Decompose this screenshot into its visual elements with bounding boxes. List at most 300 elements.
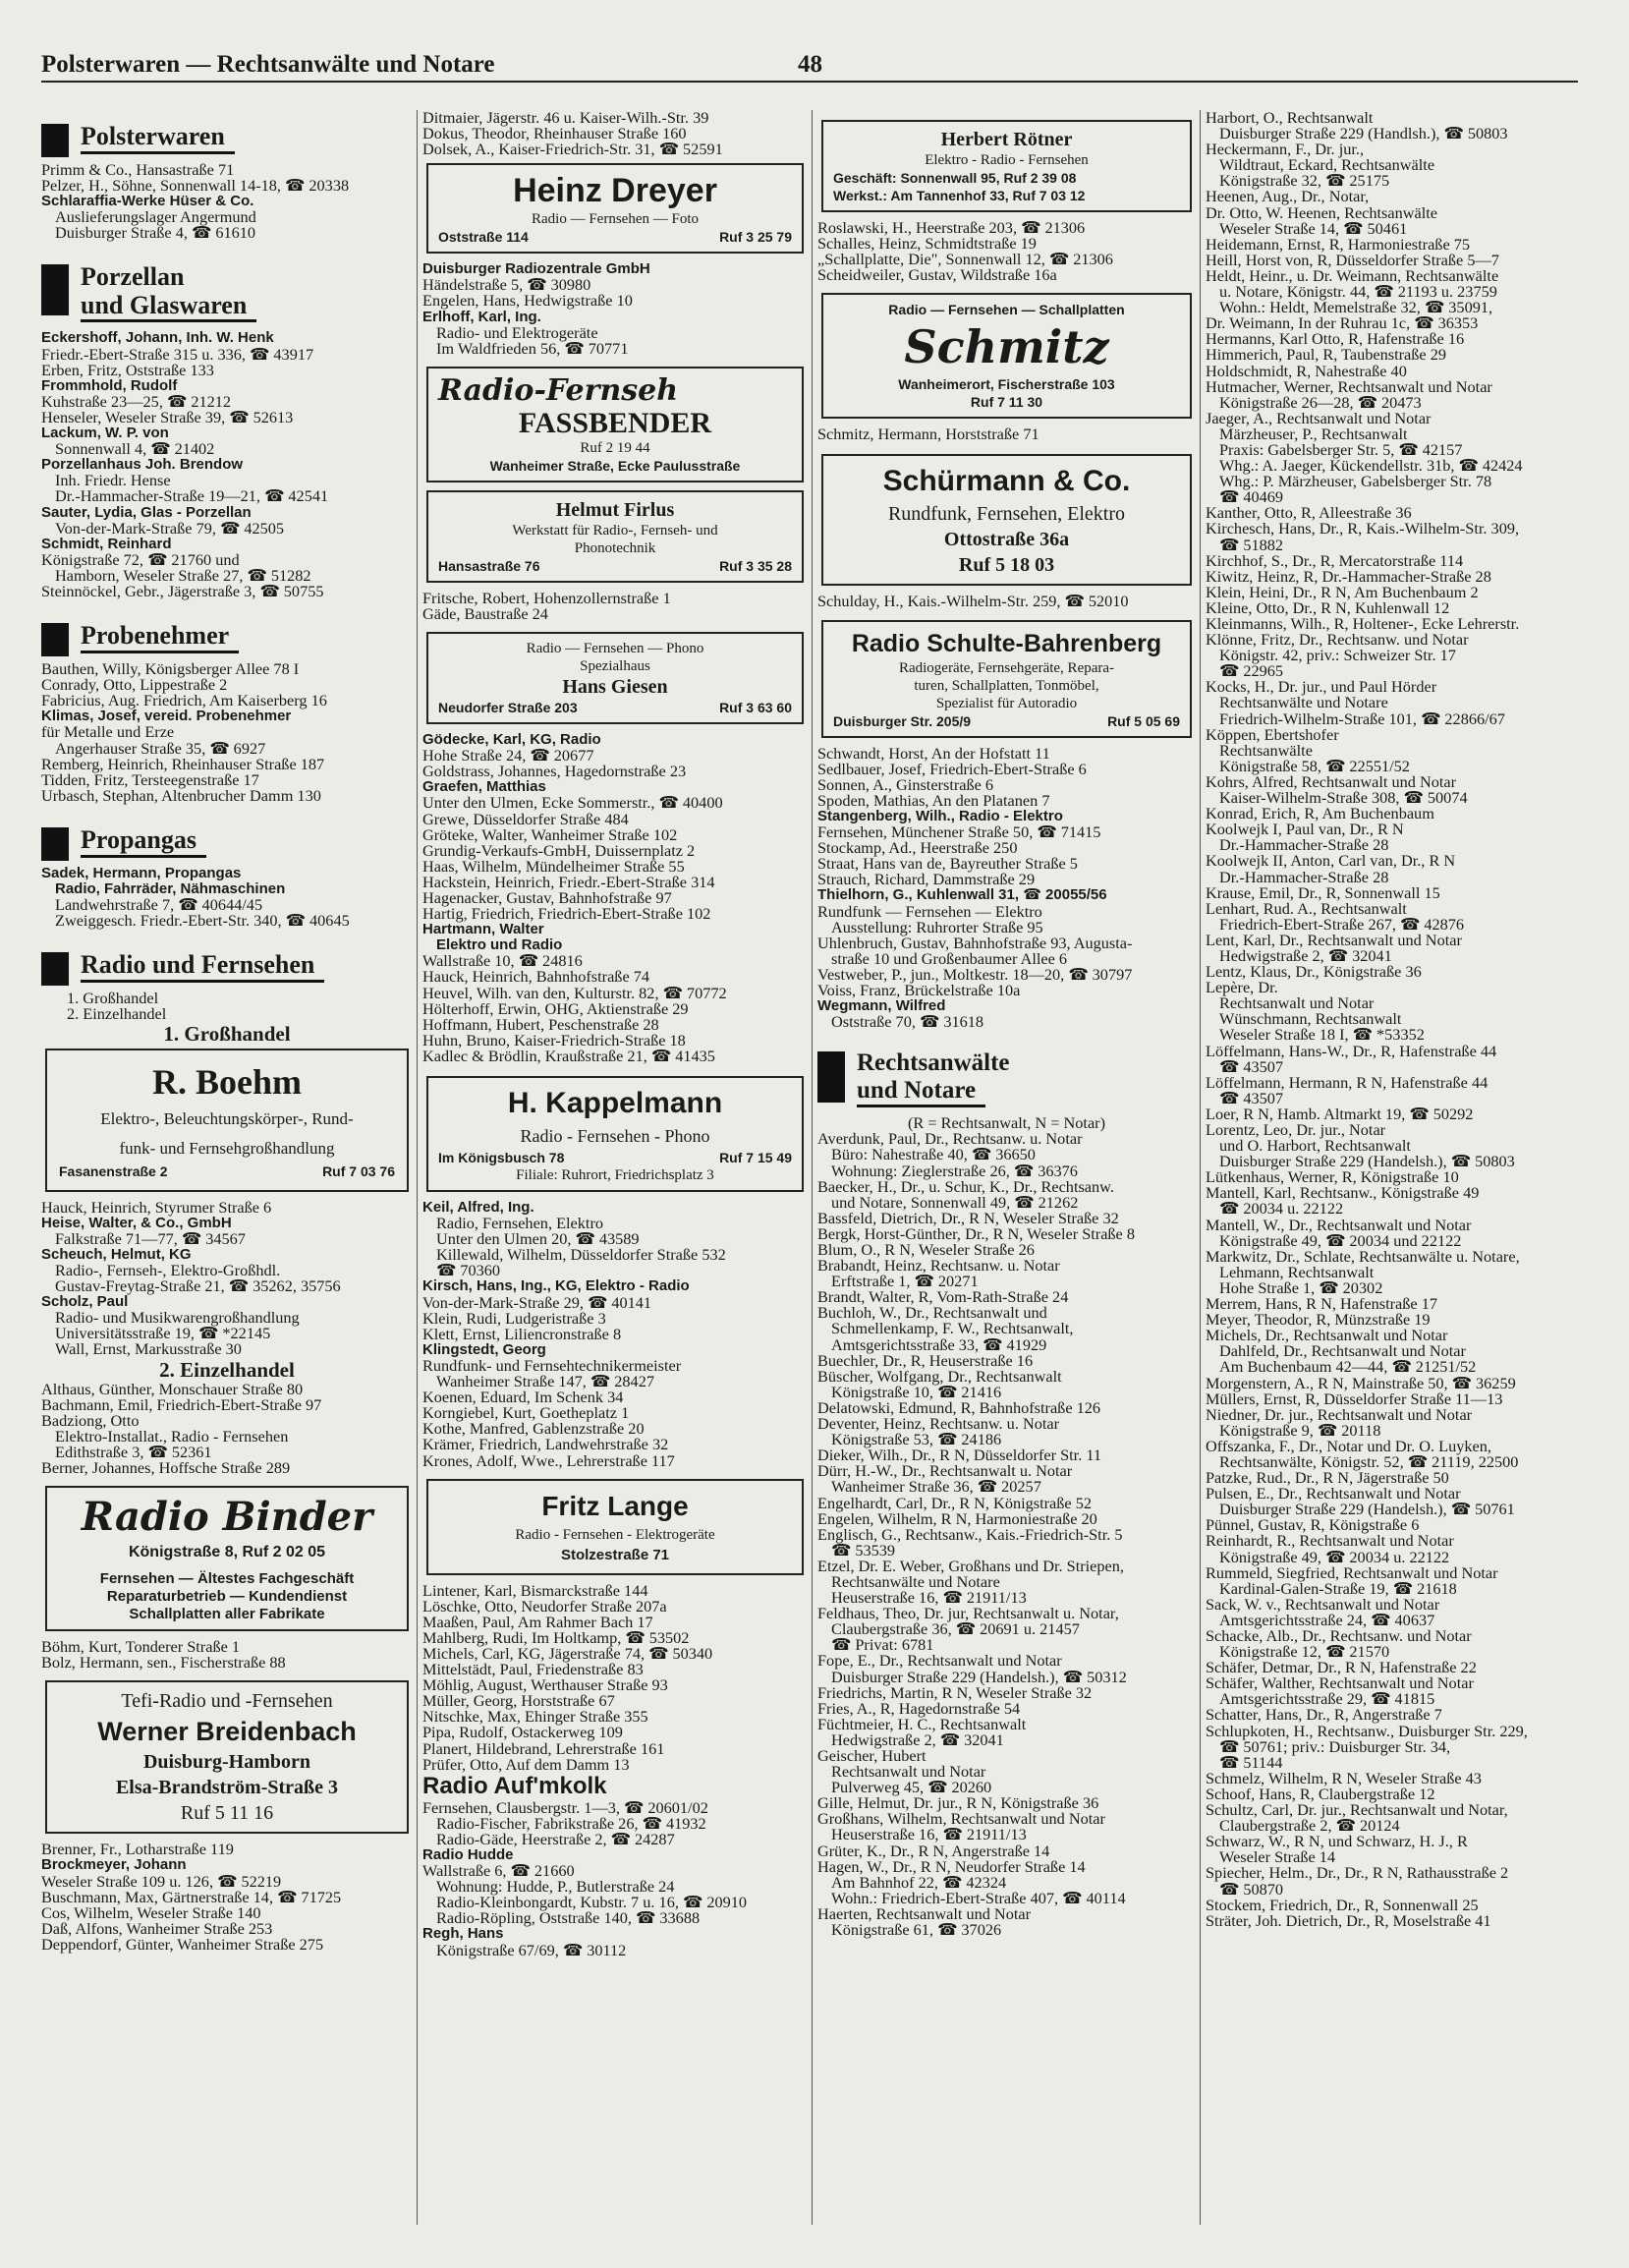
- ad-street: Stolzestraße 71: [560, 1546, 670, 1563]
- ad-street: Wanheimer Straße, Ecke Paulusstraße: [489, 457, 741, 474]
- entry-line: Spiecher, Helm., Dr., Dr., R N, Rathausstraße 2: [1206, 1863, 1509, 1883]
- entry-line: Radio- und Elektrogeräte: [436, 322, 598, 342]
- column-rule: [1200, 110, 1201, 2225]
- ad-street: Oststraße 114: [438, 229, 529, 246]
- entry-line: Heidemann, Ernst, R, Harmoniestraße 75: [1206, 234, 1471, 254]
- ad-phone: Ruf 5 11 16: [180, 1802, 274, 1825]
- entry-line: Müller, Georg, Horststraße 67: [422, 1691, 615, 1711]
- ad-phone: Ruf 3 25 79: [719, 229, 792, 246]
- entry-line: Haerten, Rechtsanwalt und Notar: [817, 1903, 1032, 1923]
- entry-line: Königstraße 53, ☎ 24186: [831, 1430, 1002, 1449]
- section-title: Propangas: [81, 825, 206, 858]
- entry-line: Kuhstraße 23—25, ☎ 21212: [41, 391, 232, 411]
- entry-line: Lent, Karl, Dr., Rechtsanwalt und Notar: [1206, 930, 1462, 949]
- entry-bold: Scheuch, Helmut, KG: [41, 1245, 192, 1263]
- entry-list: [817, 1131, 1196, 1938]
- entry-line: Duisburger Straße 229 (Handlsh.), ☎ 50803: [1219, 124, 1508, 143]
- entry-list: [422, 1863, 808, 1926]
- entry-line: Friedrich-Wilhelm-Straße 101, ☎ 22866/67: [1219, 709, 1505, 728]
- entry-line: Duisburger Straße 4, ☎ 61610: [55, 223, 256, 243]
- ad-contact-row: [438, 699, 792, 716]
- ad-line: Duisburg-Hamborn: [142, 1751, 311, 1774]
- entry-line: Kleinmanns, Wilh., R, Holtener-, Ecke Lehrerstr.: [1206, 614, 1520, 633]
- ad-line: Tefi-Radio und -Fernsehen: [121, 1690, 333, 1713]
- entry-line: Möhlig, August, Werthauser Straße 93: [422, 1675, 668, 1695]
- entry-bold: Regh, Hans: [422, 1925, 504, 1943]
- entry-line: Radio- und Musikwarengroßhandlung: [55, 1308, 300, 1328]
- entry-list: [41, 1639, 413, 1671]
- entry-line: Haas, Wilhelm, Mündelheimer Straße 55: [422, 856, 685, 876]
- running-title: Polsterwaren — Rechtsanwälte und Notare: [41, 51, 495, 78]
- entry-line: Heldt, Heinr., u. Dr. Weimann, Rechtsanwälte: [1206, 265, 1499, 285]
- entry-list: [41, 391, 413, 426]
- entry-line: Duisburger Straße 229 (Handelsh.), ☎ 50803: [1219, 1152, 1515, 1171]
- section-marker-icon: [817, 1051, 845, 1103]
- entry-line: Engelen, Hans, Hedwigstraße 10: [422, 291, 633, 311]
- ad-kappelmann: [426, 1076, 804, 1192]
- section-marker-icon: [41, 827, 69, 861]
- ad-name: Schürmann & Co.: [882, 465, 1131, 498]
- entry-line: Universitätsstraße 19, ☎ *22145: [55, 1324, 271, 1343]
- entry-list: [41, 473, 413, 504]
- entry-line: Bergk, Horst-Günther, Dr., R N, Weseler Straße 8: [817, 1223, 1135, 1243]
- ad-line: Fernsehen — Ältestes Fachgeschäft: [99, 1570, 355, 1588]
- entry-line: Heuserstraße 16, ☎ 21911/13: [831, 1825, 1027, 1844]
- entry-line: Sonnenwall 4, ☎ 21402: [55, 439, 215, 459]
- entry-line: Cos, Wilhelm, Weseler Straße 140: [41, 1902, 261, 1922]
- column-2: [422, 110, 808, 1958]
- entry-line: Heuserstraße 16, ☎ 21911/13: [831, 1588, 1027, 1608]
- entry-line: Hölterhoff, Erwin, OHG, Aktienstraße 29: [422, 998, 689, 1018]
- entry-line: Brabandt, Heinz, Rechtsanw. u. Notar: [817, 1256, 1060, 1276]
- ad-line-row: [833, 301, 1180, 318]
- entry-line: Dürr, H.-W., Dr., Rechtsanwalt u. Notar: [817, 1461, 1073, 1481]
- entry-line: Dr. Otto, W. Heenen, Rechtsanwälte: [1206, 202, 1438, 222]
- entry-line: Killewald, Wilhelm, Düsseldorfer Straße 532: [436, 1245, 726, 1265]
- entry-line: Königstraße 10, ☎ 21416: [831, 1382, 1002, 1401]
- entry-line: Hauck, Heinrich, Styrumer Straße 6: [41, 1197, 272, 1217]
- entry-list: [422, 1292, 808, 1343]
- entry-line: Bauthen, Willy, Königsberger Allee 78 I: [41, 659, 300, 679]
- ad-phone: Ruf 7 03 76: [322, 1162, 395, 1179]
- entry-line: Gäde, Baustraße 24: [422, 603, 548, 623]
- entry-line: Patzke, Rud., Dr., R N, Jägerstraße 50: [1206, 1468, 1449, 1488]
- entry-line: Klett, Ernst, Liliencronstraße 8: [422, 1324, 622, 1343]
- entry-list: [41, 1842, 413, 1857]
- entry-bold: Hartmann, Walter: [422, 921, 544, 938]
- entry-line: Kadlec & Brödlin, Kraußstraße 21, ☎ 41435: [422, 1046, 715, 1065]
- entry-line: Löschke, Otto, Neudorfer Straße 207a: [422, 1596, 667, 1616]
- ad-line: Königstraße 8, Ruf 2 02 05: [128, 1544, 326, 1561]
- entry-line: Lintener, Karl, Bismarckstraße 144: [422, 1580, 648, 1600]
- entry-line: Königstraße 9, ☎ 20118: [1219, 1420, 1381, 1440]
- entry-line: Pünnel, Gustav, R, Königstraße 6: [1206, 1515, 1420, 1535]
- entry-line: Lehmann, Rechtsanwalt: [1219, 1262, 1375, 1281]
- ad-line: Radio — Fernsehen — Phono: [526, 641, 704, 657]
- entry-list: [422, 1940, 808, 1959]
- entry-list: [41, 162, 413, 194]
- entry-line: Kanther, Otto, R, Alleestraße 36: [1206, 503, 1412, 523]
- entry-list: [1206, 110, 1584, 1929]
- entry-line: Lepère, Dr.: [1206, 978, 1278, 997]
- section-heading: [41, 122, 413, 154]
- entry-line: Fritsche, Robert, Hohenzollernstraße 1: [422, 588, 671, 607]
- entry-bold: Frommhold, Rudolf: [41, 376, 178, 394]
- entry-bold: Eckershoff, Johann, Inh. W. Henk: [41, 329, 274, 347]
- entry-line: Koenen, Eduard, Im Schenk 34: [422, 1388, 624, 1407]
- entry-line: Sträter, Joh. Dietrich, Dr., R, Moselstraße 41: [1206, 1910, 1491, 1930]
- entry-line: Am Bahnhof 22, ☎ 42324: [831, 1872, 1007, 1892]
- entry-list: [41, 1228, 413, 1248]
- section-title: Radio und Fernsehen: [81, 950, 324, 983]
- ad-contact-row: [833, 169, 1180, 187]
- entry-line: Deppendorf, Günter, Wanheimer Straße 275: [41, 1934, 324, 1954]
- ad-street: Neudorfer Straße 203: [438, 700, 578, 716]
- entry-line: Dr.-Hammacher-Straße 19—21, ☎ 42541: [55, 486, 329, 506]
- entry-line: Händelstraße 5, ☎ 30980: [422, 275, 591, 295]
- entry-line: Rechtsanwälte und Notare: [1219, 693, 1388, 712]
- ad-line: Elektro-, Beleuchtungskörper-, Rund-: [100, 1108, 354, 1128]
- entry-line: „Schallplatte, Die", Sonnenwall 12, ☎ 21306: [817, 250, 1113, 269]
- entry-line: Pipa, Rudolf, Ostackerweg 109: [422, 1723, 623, 1742]
- entry-line: Sedlbauer, Josef, Friedrich-Ebert-Straße 6: [817, 759, 1087, 778]
- entry-line: Fernsehen, Münchener Straße 50, ☎ 71415: [817, 822, 1101, 842]
- entry-line: Wünschmann, Rechtsanwalt: [1219, 1009, 1402, 1029]
- entry-line: Roslawski, H., Heerstraße 203, ☎ 21306: [817, 218, 1086, 237]
- entry-line: Kirchhof, S., Dr., R, Mercatorstraße 114: [1206, 550, 1464, 570]
- entry-line: Wallstraße 6, ☎ 21660: [422, 1861, 575, 1881]
- entry-line: Lütkenhaus, Werner, R, Königstraße 10: [1206, 1167, 1459, 1187]
- entry-line: Geischer, Hubert: [817, 1746, 927, 1765]
- entry-line: Niedner, Dr. jur., Rechtsanwalt und Notar: [1206, 1404, 1473, 1424]
- entry-line: Köppen, Ebertshofer: [1206, 724, 1339, 744]
- entry-bold: Stangenberg, Wilh., Radio - Elektro: [817, 807, 1063, 824]
- entry-line: Goldstrass, Johannes, Hagedornstraße 23: [422, 762, 687, 781]
- entry-bold: Radio Hudde: [422, 1846, 514, 1863]
- entry-line: Planert, Hildebrand, Lehrerstraße 161: [422, 1738, 665, 1758]
- entry-line: Offszanka, F., Dr., Notar und Dr. O. Luyken,: [1206, 1436, 1491, 1455]
- entry-line: Claubergstraße 36, ☎ 20691 u. 21457: [831, 1619, 1080, 1639]
- entry-line: Angerhauser Straße 35, ☎ 6927: [55, 738, 266, 758]
- entry-line: Radio-Gäde, Heerstraße 2, ☎ 24287: [436, 1829, 675, 1848]
- entry-line: Dieker, Wilh., Dr., R N, Düsseldorfer Str. 11: [817, 1446, 1102, 1465]
- entry-line: Meyer, Theodor, R, Münzstraße 19: [1206, 1310, 1431, 1330]
- entry-line: Nitschke, Max, Ehinger Straße 355: [422, 1707, 648, 1727]
- ad-line: Phonotechnik: [574, 539, 656, 556]
- entry-line: Wanheimer Straße 147, ☎ 28427: [436, 1372, 654, 1391]
- entry-line: Dr.-Hammacher-Straße 28: [1219, 867, 1389, 886]
- entry-line: und Notare, Sonnenwall 49, ☎ 21262: [831, 1192, 1079, 1212]
- entry-line: straße 10 und Großenbaumer Allee 6: [831, 948, 1068, 968]
- entry-line: Whg.: A. Jaeger, Kückendellstr. 31b, ☎ 42424: [1219, 456, 1523, 476]
- phone-line: ☎ 53539: [831, 1540, 896, 1559]
- entry-line: u. Notare, Königstr. 44, ☎ 21193 u. 23759: [1219, 282, 1497, 302]
- ad-contact-row: [438, 457, 792, 475]
- entry-line: Straat, Hans van de, Bayreuther Straße 5: [817, 854, 1078, 874]
- ad-line: Reparaturbetrieb — Kundendienst: [106, 1588, 348, 1606]
- entry-line: Henseler, Weseler Straße 39, ☎ 52613: [41, 407, 294, 426]
- ad-line: Radio — Fernsehen — Schallplatten: [888, 302, 1125, 318]
- entry-line: Mahlberg, Rudi, Im Holtkamp, ☎ 53502: [422, 1627, 690, 1647]
- entry-bold: Graefen, Matthias: [422, 778, 546, 796]
- ad-name: Helmut Firlus: [555, 498, 675, 521]
- ad-line: Spezialist für Autoradio: [935, 695, 1078, 711]
- ad-phone: Ruf 7 11 30: [970, 394, 1043, 411]
- section-heading: [41, 950, 413, 983]
- entry-line: Königstraße 61, ☎ 37026: [831, 1920, 1002, 1940]
- ad-roetner: [821, 120, 1192, 212]
- entry-line: Amtsgerichtsstraße 33, ☎ 41929: [831, 1334, 1047, 1354]
- ad-line: Geschäft: Sonnenwall 95, Ruf 2 39 08: [833, 170, 1077, 186]
- entry-bold: Elektro und Radio: [436, 936, 563, 954]
- entry-line: Grüter, K., Dr., R N, Angerstraße 14: [817, 1841, 1050, 1860]
- phone-line: ☎ 51882: [1219, 535, 1284, 554]
- phone-line: ☎ 50761; priv.: Duisburger Str. 34,: [1219, 1736, 1451, 1756]
- entry-list: [422, 795, 808, 922]
- entry-line: Am Buchenbaum 42—44, ☎ 21251/52: [1219, 1357, 1477, 1377]
- ad-name: Werner Breidenbach: [97, 1717, 357, 1747]
- entry-line: Holdschmidt, R, Nahestraße 40: [1206, 361, 1407, 380]
- entry-line: Grundig-Verkaufs-GmbH, Duissernplatz 2: [422, 840, 696, 860]
- ad-line: Radio-Fernseh: [438, 372, 679, 408]
- ad-hans-giesen: [426, 632, 804, 724]
- entry-line: Morgenstern, A., R N, Mainstraße 50, ☎ 36259: [1206, 1373, 1516, 1392]
- entry-line: Krones, Adolf, Wwe., Lehrerstraße 117: [422, 1450, 675, 1470]
- entry-bold: Thielhorn, G., Kuhlenwall 31, ☎ 20055/56: [817, 886, 1107, 904]
- entry-line: Schatter, Hans, Dr., R, Angerstraße 7: [1206, 1705, 1442, 1725]
- entry-line: Schulday, H., Kais.-Wilhelm-Str. 259, ☎ 52010: [817, 592, 1129, 611]
- ad-name: H. Kappelmann: [507, 1087, 723, 1119]
- entry-line: Koolwejk II, Anton, Carl van, Dr., R N: [1206, 851, 1456, 871]
- entry-line: Bolz, Hermann, sen., Fischerstraße 88: [41, 1653, 286, 1673]
- entry-line: Radio-Kleinbongardt, Kubstr. 7 u. 16, ☎ 20910: [436, 1893, 748, 1912]
- entry-list: [41, 209, 413, 241]
- section-marker-icon: [41, 952, 69, 986]
- entry-line: Hauck, Heinrich, Bahnhofstraße 74: [422, 967, 650, 987]
- ad-line: Werkstatt für Radio-, Fernseh- und: [512, 522, 718, 539]
- section-heading: [41, 825, 413, 858]
- entry-line: Friedrich-Ebert-Straße 267, ☎ 42876: [1219, 914, 1465, 934]
- entry-list: [41, 344, 413, 379]
- entry-line: Kocks, H., Dr. jur., und Paul Hörder: [1206, 677, 1437, 697]
- entry-line: Berner, Johannes, Hoffsche Straße 289: [41, 1458, 291, 1478]
- entry-line: Kleine, Otto, Dr., R N, Kuhlenwall 12: [1206, 597, 1450, 617]
- entry-list: [41, 518, 413, 538]
- entry-bold: Porzellanhaus Joh. Brendow: [41, 456, 244, 474]
- ad-phone: Ruf 3 35 28: [719, 557, 792, 574]
- entry-line: Klönne, Fritz, Dr., Rechtsanw. und Notar: [1206, 630, 1469, 650]
- ad-phone: Ruf 3 63 60: [719, 700, 792, 716]
- entry-bold: Klingstedt, Georg: [422, 1340, 546, 1358]
- ad-contact-row: [438, 557, 792, 575]
- column-rule: [417, 110, 418, 2225]
- entry-line: Büro: Nahestraße 40, ☎ 36650: [831, 1145, 1036, 1164]
- ad-firlus: [426, 490, 804, 583]
- ad-contact-row: [59, 1162, 395, 1180]
- entry-line: Conrady, Otto, Lippestraße 2: [41, 675, 228, 695]
- phone-line: ☎ 43507: [1219, 1056, 1284, 1076]
- ad-name: Radio Binder: [81, 1494, 373, 1541]
- entry-line: Friedrichs, Martin, R N, Weseler Straße 32: [817, 1682, 1093, 1702]
- entry-line: Hoffmann, Hubert, Peschenstraße 28: [422, 1014, 659, 1034]
- section-marker-icon: [41, 623, 69, 656]
- entry-line: Wallstraße 10, ☎ 24816: [422, 951, 583, 971]
- entry-line: Schmelz, Wilhelm, R N, Weseler Straße 43: [1206, 1768, 1482, 1787]
- ad-line: funk- und Fernsehgroßhandlung: [119, 1138, 335, 1158]
- section-title: und Glaswaren: [81, 291, 256, 322]
- entry-line: Buechler, Dr., R, Heuserstraße 16: [817, 1350, 1034, 1370]
- entry-line: Schäfer, Walther, Rechtsanwalt und Notar: [1206, 1673, 1474, 1693]
- entry-line: Maaßen, Paul, Am Rahmer Bach 17: [422, 1612, 653, 1631]
- ad-contact-row: [833, 712, 1180, 730]
- entry-line: Rechtsanwälte: [1219, 740, 1313, 760]
- entry-line: Landwehrstraße 7, ☎ 40644/45: [55, 895, 263, 915]
- entry-line: Remberg, Heinrich, Rheinhauser Straße 187: [41, 754, 325, 773]
- entry-list: [41, 991, 413, 1022]
- entry-list: [422, 588, 808, 623]
- entry-line: Im Waldfrieden 56, ☎ 70771: [436, 338, 629, 358]
- entry-line: Hackstein, Heinrich, Friedr.-Ebert-Straße 314: [422, 872, 715, 891]
- entry-line: Weseler Straße 14, ☎ 50461: [1219, 218, 1408, 238]
- ad-name: Herbert Rötner: [940, 129, 1073, 150]
- entry-line: Füchtmeier, H. C., Rechtsanwalt: [817, 1714, 1027, 1733]
- ad-phone: Ruf 2 19 44: [580, 439, 650, 456]
- entry-line: Praxis: Gabelsberger Str. 5, ☎ 42157: [1219, 439, 1463, 459]
- entry-list: [422, 322, 808, 358]
- entry-line: Hagenacker, Gustav, Bahnhofstraße 97: [422, 887, 672, 907]
- entry-line: Oststraße 70, ☎ 31618: [831, 1012, 984, 1032]
- entry-line: Dr. Weimann, In der Ruhrau 1c, ☎ 36353: [1206, 313, 1479, 333]
- legend: (R = Rechtsanwalt, N = Notar): [907, 1113, 1106, 1133]
- entry-line: Weseler Straße 18 I, ☎ *53352: [1219, 1025, 1425, 1045]
- section-heading: [41, 621, 413, 653]
- entry-line: Michels, Dr., Rechtsanwalt und Notar: [1206, 1326, 1448, 1345]
- ad-street: Hansastraße 76: [438, 557, 540, 574]
- entry-line: Rechtsanwalt und Notar: [1219, 993, 1375, 1013]
- entry-line: Himmerich, Paul, R, Taubenstraße 29: [1206, 345, 1446, 365]
- entry-line: Schmellenkamp, F. W., Rechtsanwalt,: [831, 1319, 1074, 1338]
- column-4: [1206, 110, 1584, 1929]
- entry-line: Gröteke, Walter, Wanheimer Straße 102: [422, 824, 678, 844]
- entry-line: Wanheimer Straße 36, ☎ 20257: [831, 1477, 1041, 1497]
- entry-line: 2. Einzelhandel: [67, 1004, 167, 1024]
- entry-line: Unter den Ulmen 20, ☎ 43589: [436, 1229, 640, 1249]
- entry-bold: Gödecke, Karl, KG, Radio: [422, 731, 601, 749]
- entry-bold: Radio, Fahrräder, Nähmaschinen: [55, 880, 286, 897]
- entry-bold: Wegmann, Wilfred: [817, 997, 946, 1015]
- entry-line: Whg.: P. Märzheuser, Gabelsberger Str. 78: [1219, 472, 1492, 491]
- ad-street: Im Königsbusch 78: [438, 1150, 565, 1165]
- entry-line: Radio-Fischer, Fabrikstraße 26, ☎ 41932: [436, 1813, 706, 1833]
- ad-street: Fasanenstraße 2: [59, 1162, 168, 1179]
- entry-line: Hermanns, Karl Otto, R, Hafenstraße 16: [1206, 329, 1465, 349]
- entry-list: [817, 220, 1196, 283]
- entry-line: Blum, O., R N, Weseler Straße 26: [817, 1240, 1035, 1259]
- phone-line: ☎ 40469: [1219, 487, 1284, 507]
- ad-contact-row: [833, 187, 1180, 204]
- entry-line: Stockem, Friedrich, Dr., R, Sonnenwall 25: [1206, 1895, 1479, 1914]
- entry-line: Klein, Rudi, Ludgeristraße 3: [422, 1308, 606, 1328]
- entry-line: Rechtsanwalt und Notar: [831, 1762, 986, 1782]
- entry-line: Korngiebel, Kurt, Goetheplatz 1: [422, 1403, 630, 1423]
- entry-line: Schacke, Alb., Dr., Rechtsanw. und Notar: [1206, 1626, 1472, 1645]
- entry-line: Radio-, Fernseh-, Elektro-Großhdl.: [55, 1260, 281, 1279]
- column-3: [817, 110, 1196, 1938]
- subsection-title: 2. Einzelhandel: [159, 1357, 295, 1382]
- entry-line: Erftstraße 1, ☎ 20271: [831, 1272, 979, 1291]
- entry-line: Dr.-Hammacher-Straße 28: [1219, 835, 1389, 855]
- entry-line: Koolwejk I, Paul van, Dr., R N: [1206, 820, 1404, 839]
- entry-list: [817, 1014, 1196, 1030]
- column-rule: [812, 110, 813, 2225]
- entry-line: Scheidweiler, Gustav, Wildstraße 16a: [817, 265, 1057, 285]
- entry-line: Hutmacher, Werner, Rechtsanwalt und Notar: [1206, 376, 1492, 396]
- entry-line: Wall, Ernst, Markusstraße 30: [55, 1339, 242, 1359]
- entry-list: [41, 1871, 413, 1954]
- entry-line: Krämer, Friedrich, Landwehrstraße 32: [422, 1435, 669, 1454]
- entry-line: Vestweber, P., jun., Moltkestr. 18—20, ☎ 30797: [817, 964, 1133, 984]
- entry-line: Mittelstädt, Paul, Friedenstraße 83: [422, 1660, 644, 1679]
- ad-line: Werkst.: Am Tannenhof 33, Ruf 7 03 12: [833, 188, 1086, 203]
- entry-line: Harbort, O., Rechtsanwalt: [1206, 108, 1374, 127]
- entry-list: [422, 1797, 808, 1848]
- entry-list: [41, 1197, 413, 1217]
- entry-list: [422, 953, 808, 1064]
- ad-radio-binder: [45, 1486, 409, 1631]
- ad-phone: Ruf 5 18 03: [958, 554, 1055, 577]
- ad-fritz-lange: [426, 1479, 804, 1575]
- entry-line: Königstraße 49, ☎ 20034 u. 22122: [1219, 1547, 1450, 1566]
- entry-line: Etzel, Dr. E. Weber, Großhans und Dr. Striepen,: [817, 1556, 1124, 1575]
- phone-line: ☎ 50870: [1219, 1879, 1284, 1899]
- phone-line: ☎ 22965: [1219, 661, 1284, 681]
- ad-name: FASSBENDER: [518, 406, 712, 439]
- entry-line: Deventer, Heinz, Rechtsanw. u. Notar: [817, 1414, 1060, 1434]
- entry-bold: Schmidt, Reinhard: [41, 535, 172, 552]
- entry-line: Engelen, Wilhelm, R N, Harmoniestraße 20: [817, 1508, 1097, 1528]
- entry-line: Hohe Straße 1, ☎ 20302: [1219, 1277, 1383, 1297]
- entry-line: Dokus, Theodor, Rheinhauser Straße 160: [422, 124, 687, 143]
- ad-line: Rundfunk, Fernsehen, Elektro: [887, 503, 1126, 526]
- ad-schmitz: [821, 293, 1192, 419]
- ad-name: Hans Giesen: [562, 676, 668, 699]
- entry-line: Bachmann, Emil, Friedrich-Ebert-Straße 97: [41, 1394, 322, 1414]
- entry-line: Heill, Horst von, R, Düsseldorfer Straße 5—7: [1206, 250, 1499, 269]
- entry-line: Spoden, Mathias, An den Platanen 7: [817, 790, 1050, 810]
- entry-bold: Schlaraffia-Werke Hüser & Co.: [41, 193, 254, 210]
- phone-line: ☎ Privat: 6781: [831, 1635, 934, 1655]
- entry-line: Lenhart, Rud. A., Rechtsanwalt: [1206, 898, 1407, 918]
- entry-line: Gille, Helmut, Dr. jur., R N, Königstraße 36: [817, 1793, 1099, 1813]
- section-title: Rechtsanwälte: [857, 1049, 1010, 1077]
- ad-line: Elsa-Brandström-Straße 3: [115, 1777, 339, 1799]
- entry-line: Hartig, Friedrich, Friedrich-Ebert-Straße 102: [422, 904, 711, 924]
- page-header: [41, 47, 1578, 83]
- ad-boehm: [45, 1049, 409, 1192]
- phone-line: ☎ 43507: [1219, 1088, 1284, 1107]
- entry-line: Königstraße 72, ☎ 21760 und: [41, 549, 240, 569]
- ad-line: Elektro - Radio - Fernsehen: [925, 152, 1089, 168]
- section-title: Probenehmer: [81, 621, 239, 653]
- entry-line: Wohn.: Heldt, Memelstraße 32, ☎ 35091,: [1219, 298, 1493, 317]
- ad-name: Fritz Lange: [541, 1490, 689, 1521]
- entry-line: Fabricius, Aug. Friedrich, Am Kaiserberg 16: [41, 691, 327, 710]
- entry-line: Kohrs, Alfred, Rechtsanwalt und Notar: [1206, 771, 1457, 791]
- ad-name: Radio Schulte-Bahrenberg: [851, 629, 1162, 657]
- entry-line: Königstraße 32, ☎ 25175: [1219, 171, 1390, 191]
- entry-list: [41, 1310, 413, 1357]
- entry-line: Wohn.: Friedrich-Ebert-Straße 407, ☎ 40114: [831, 1888, 1126, 1907]
